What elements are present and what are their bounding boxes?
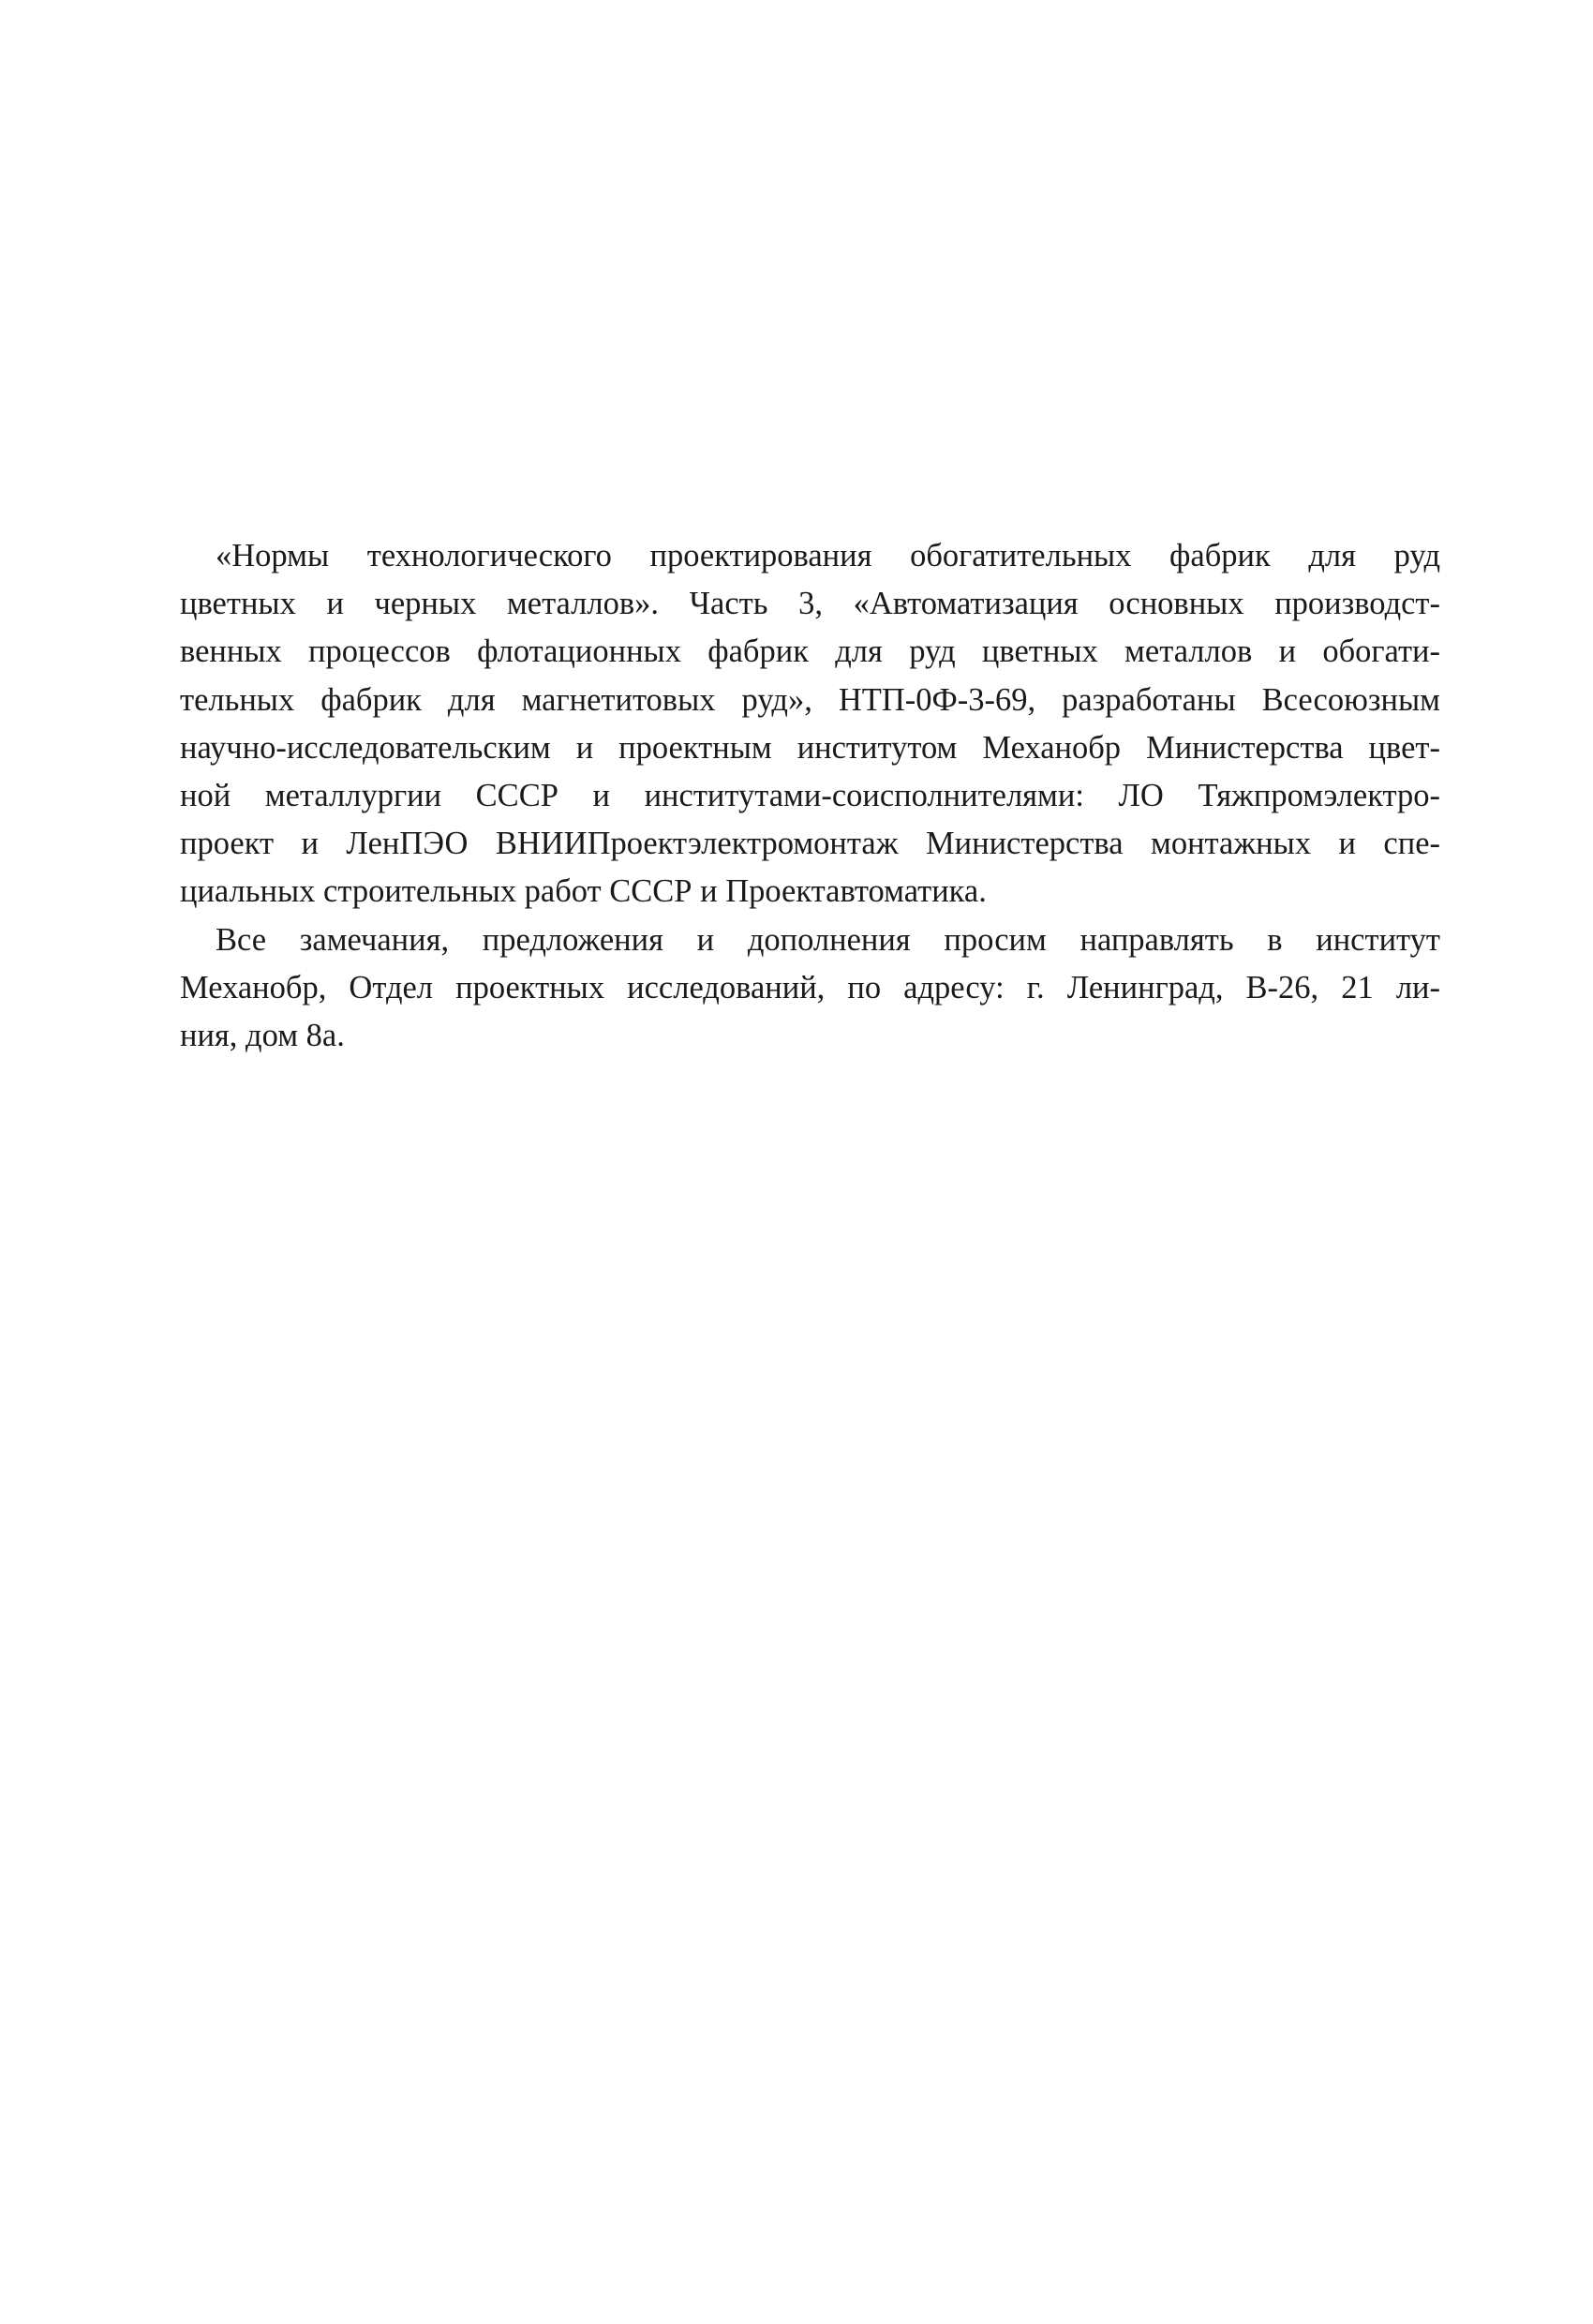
text-line: Механобр, Отдел проектных исследований, по адресу: г. Ленинград, В-26, 21 ли- [180, 969, 1440, 1006]
paragraph-authors [180, 532, 1440, 916]
text-line: тельных фабрик для магнетитовых руд», НТП-0Ф-3-69, разработаны Всесоюзным [180, 681, 1440, 718]
text-line: венных процессов флотационных фабрик для руд цветных металлов и обогати- [180, 633, 1440, 670]
text-line: «Нормы технологического проектирования обогатительных фабрик для руд [216, 538, 1440, 574]
paragraph-contact [180, 916, 1440, 1061]
text-line: проект и ЛенПЭО ВНИИПроектэлектромонтаж Министерства монтажных и спе- [180, 826, 1440, 862]
text-line: циальных строительных работ СССР и Проектавтоматика. [180, 873, 987, 910]
text-line: научно-исследовательским и проектным институтом Механобр Министерства цвет- [180, 729, 1440, 766]
text-line: Все замечания, предложения и дополнения просим направлять в институт [216, 921, 1440, 958]
document-text [180, 532, 1440, 1060]
text-line: цветных и черных металлов». Часть 3, «Автоматизация основных производст- [180, 586, 1440, 622]
text-line: ной металлургии СССР и институтами-соисполнителями: ЛО Тяжпромэлектро- [180, 778, 1440, 814]
text-line: ния, дом 8а. [180, 1018, 345, 1054]
